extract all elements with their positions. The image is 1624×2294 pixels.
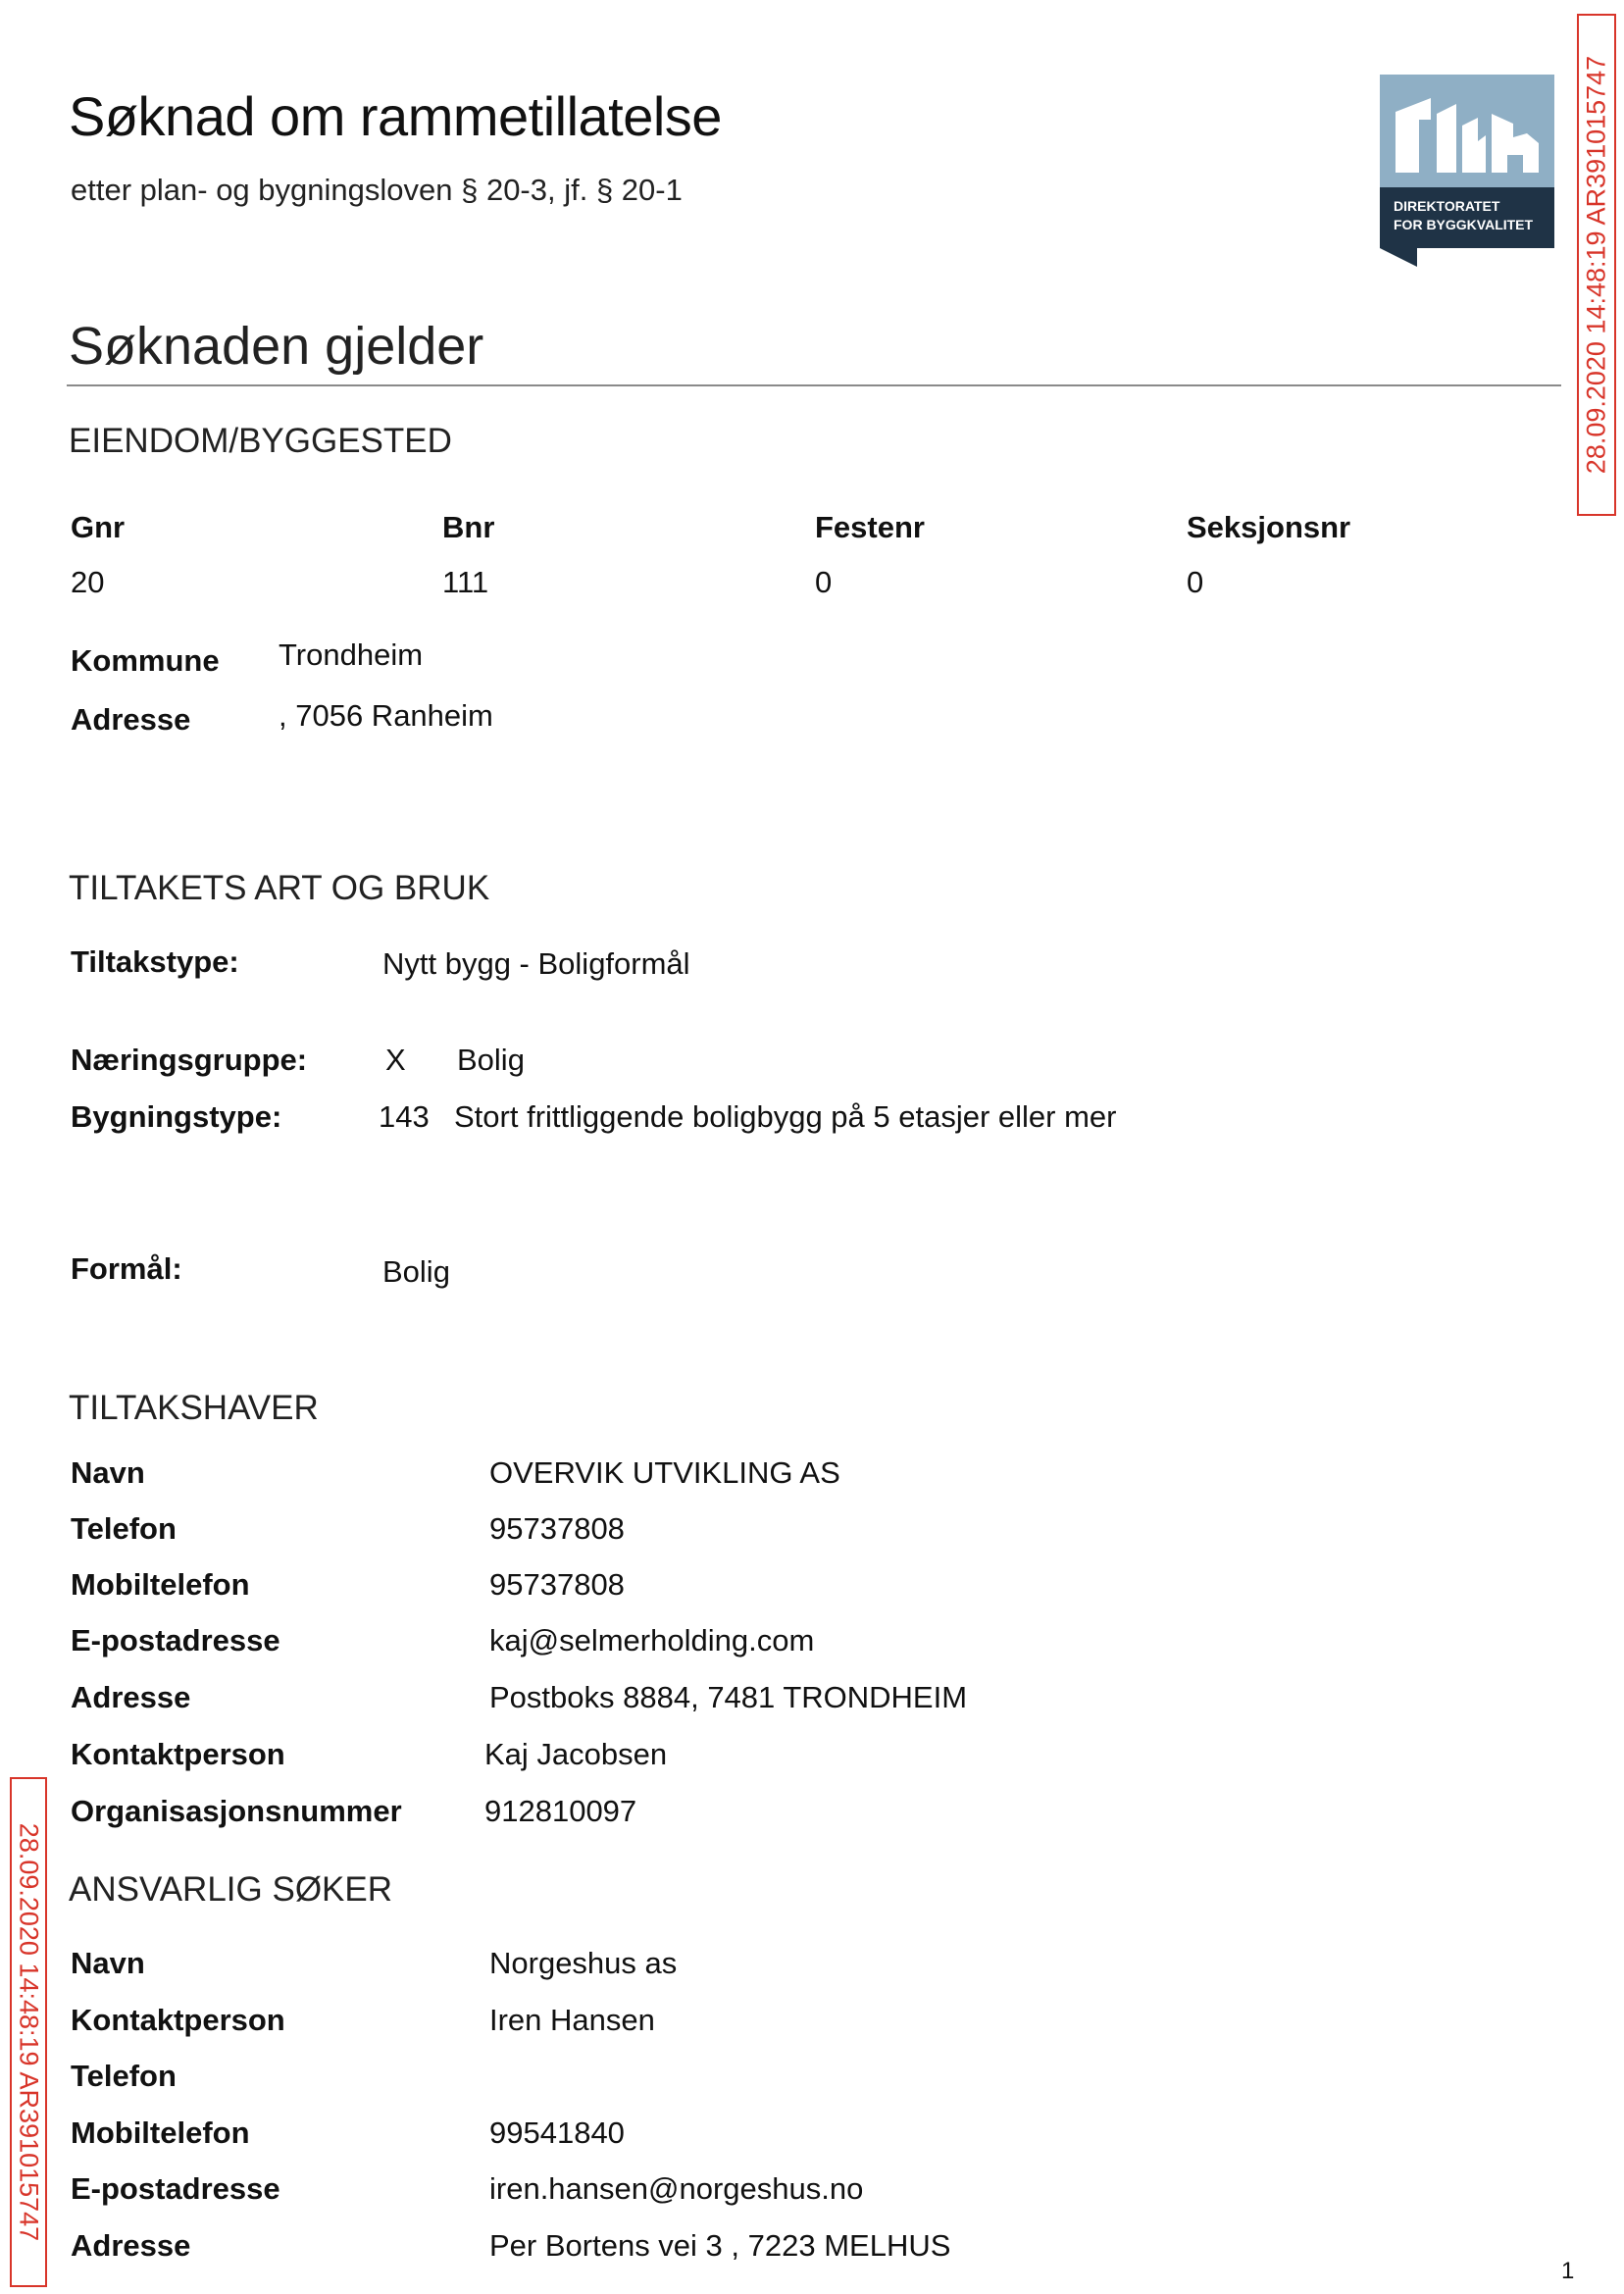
stamp-text-left: 28.09.2020 14:48:19 AR391015747 [14, 1822, 44, 2242]
seksjonsnr-label: Seksjonsnr [1187, 510, 1351, 544]
formal-value: Bolig [382, 1254, 450, 1289]
section-title: Søknaden gjelder [69, 317, 484, 376]
stamp-text-right: 28.09.2020 14:48:19 AR391015747 [1581, 55, 1611, 475]
gnr-value: 20 [71, 565, 105, 599]
bnr-label: Bnr [442, 510, 495, 544]
bygningstype-label: Bygningstype: [71, 1099, 282, 1134]
ansvarlig-kontakt-value: Iren Hansen [489, 2003, 655, 2037]
ansvarlig-epost-value: iren.hansen@norgeshus.no [489, 2171, 864, 2206]
tiltakshaver-adresse-value: Postboks 8884, 7481 TRONDHEIM [489, 1680, 968, 1714]
tiltakstype-value: Nytt bygg - Boligformål [382, 946, 690, 981]
formal-label: Formål: [71, 1251, 182, 1286]
seksjonsnr-value: 0 [1187, 565, 1204, 599]
naeringsgruppe-label: Næringsgruppe: [71, 1043, 308, 1077]
ansvarlig-epost-label: E-postadresse [71, 2171, 280, 2206]
eiendom-adresse-value: , 7056 Ranheim [279, 698, 493, 733]
tiltakshaver-heading: TILTAKSHAVER [69, 1389, 319, 1427]
bnr-value: 111 [442, 565, 489, 599]
tiltakshaver-mobil-value: 95737808 [489, 1567, 625, 1602]
received-stamp-right [1577, 14, 1616, 516]
kommune-value: Trondheim [279, 637, 424, 672]
eiendom-adresse-label: Adresse [71, 702, 191, 737]
received-stamp-left [10, 1777, 47, 2287]
tiltakshaver-mobil-label: Mobiltelefon [71, 1567, 250, 1602]
ansvarlig-heading: ANSVARLIG SØKER [69, 1870, 393, 1909]
ansvarlig-kontakt-label: Kontaktperson [71, 2003, 285, 2037]
document-subtitle: etter plan- og bygningsloven § 20-3, jf. § 20-1 [71, 173, 683, 207]
tiltakshaver-orgnr-value: 912810097 [484, 1794, 637, 1828]
bygningstype-value: Stort frittliggende boligbygg på 5 etasjer eller mer [454, 1099, 1117, 1134]
tiltak-heading: TILTAKETS ART OG BRUK [69, 869, 490, 907]
tiltakshaver-epost-label: E-postadresse [71, 1623, 280, 1657]
ansvarlig-navn-value: Norgeshus as [489, 1946, 678, 1980]
dibk-logo [1380, 75, 1554, 267]
section-divider [67, 384, 1561, 386]
festenr-value: 0 [815, 565, 833, 599]
bygningstype-code: 143 [379, 1099, 430, 1134]
tiltakstype-label: Tiltakstype: [71, 944, 239, 979]
ansvarlig-navn-label: Navn [71, 1946, 145, 1980]
tiltakshaver-kontakt-label: Kontaktperson [71, 1737, 285, 1771]
logo-line2: FOR BYGGKVALITET [1394, 217, 1534, 232]
tiltakshaver-telefon-value: 95737808 [489, 1511, 625, 1546]
festenr-label: Festenr [815, 510, 925, 544]
naeringsgruppe-code: X [385, 1043, 406, 1077]
ansvarlig-adresse-label: Adresse [71, 2228, 191, 2263]
kommune-label: Kommune [71, 643, 220, 678]
tiltakshaver-navn-label: Navn [71, 1455, 145, 1490]
gnr-label: Gnr [71, 510, 126, 544]
ansvarlig-mobil-label: Mobiltelefon [71, 2116, 250, 2150]
tiltakshaver-kontakt-value: Kaj Jacobsen [484, 1737, 668, 1771]
naeringsgruppe-value: Bolig [457, 1043, 525, 1077]
tiltakshaver-epost-value: kaj@selmerholding.com [489, 1623, 815, 1657]
tiltakshaver-navn-value: OVERVIK UTVIKLING AS [489, 1455, 840, 1490]
page-number: 1 [1561, 2258, 1575, 2284]
ansvarlig-mobil-value: 99541840 [489, 2116, 625, 2150]
tiltakshaver-telefon-label: Telefon [71, 1511, 177, 1546]
eiendom-heading: EIENDOM/BYGGESTED [69, 422, 452, 460]
logo-line1: DIREKTORATET [1394, 198, 1500, 214]
tiltakshaver-adresse-label: Adresse [71, 1680, 191, 1714]
tiltakshaver-orgnr-label: Organisasjonsnummer [71, 1794, 402, 1828]
dibk-logo-graphic [1380, 75, 1554, 267]
document-title: Søknad om rammetillatelse [69, 85, 722, 147]
ansvarlig-telefon-label: Telefon [71, 2059, 177, 2093]
ansvarlig-adresse-value: Per Bortens vei 3 , 7223 MELHUS [489, 2228, 951, 2263]
